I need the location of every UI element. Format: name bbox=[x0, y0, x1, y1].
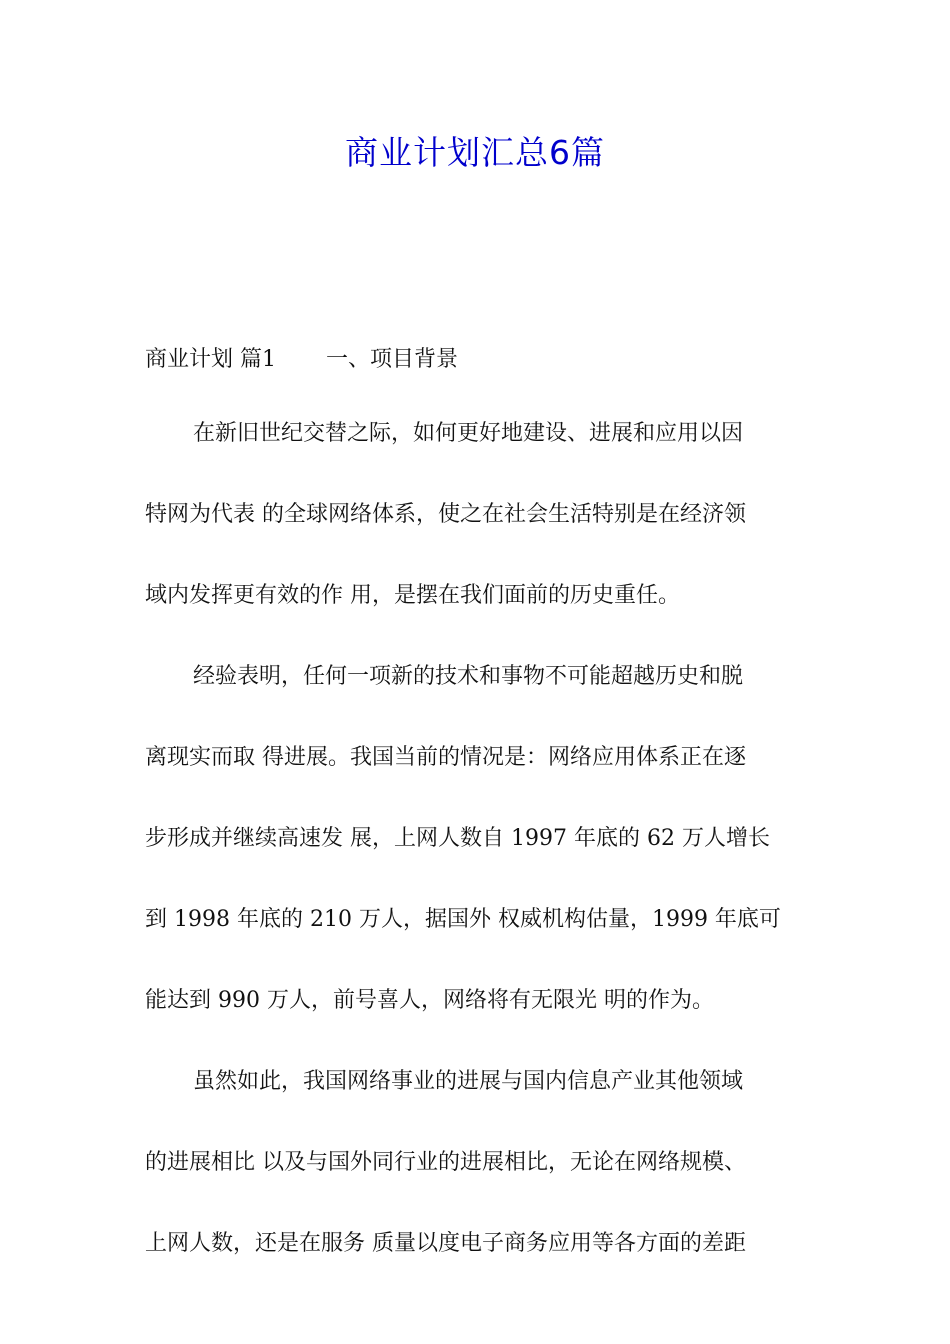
body-text bbox=[145, 412, 807, 1303]
section-title: 一、项目背景 bbox=[326, 347, 459, 372]
paragraph-line: 到 1998 年底的 210 万人，据国外 权威机构估量，1999 年底可 bbox=[145, 907, 781, 932]
section-label: 商业计划 篇1 bbox=[145, 347, 276, 372]
paragraph-line: 上网人数，还是在服务 质量以度电子商务应用等各方面的差距 bbox=[145, 1231, 746, 1256]
paragraph-line: 的进展相比 以及与国外同行业的进展相比，无论在网络规模、 bbox=[145, 1150, 746, 1175]
paragraph-line: 域内发挥更有效的作 用，是摆在我们面前的历史重任。 bbox=[145, 583, 680, 608]
paragraph-line: 经验表明，任何一项新的技术和事物不可能超越历史和脱 bbox=[193, 664, 744, 689]
paragraph-line: 特网为代表 的全球网络体系，使之在社会生活特别是在经济领 bbox=[145, 502, 746, 527]
paragraph-line: 离现实而取 得进展。我国当前的情况是：网络应用体系正在逐 bbox=[145, 745, 746, 770]
paragraph-line: 能达到 990 万人，前号喜人，网络将有无限光 明的作为。 bbox=[145, 988, 714, 1013]
section-heading bbox=[145, 340, 805, 380]
paragraph-line: 步形成并继续高速发 展，上网人数自 1997 年底的 62 万人增长 bbox=[145, 826, 770, 851]
paragraph-line: 在新旧世纪交替之际，如何更好地建设、进展和应用以因 bbox=[193, 421, 744, 446]
paragraph-line: 虽然如此，我国网络事业的进展与国内信息产业其他领域 bbox=[193, 1069, 744, 1094]
document-title: 商业计划汇总6篇 bbox=[345, 133, 605, 172]
